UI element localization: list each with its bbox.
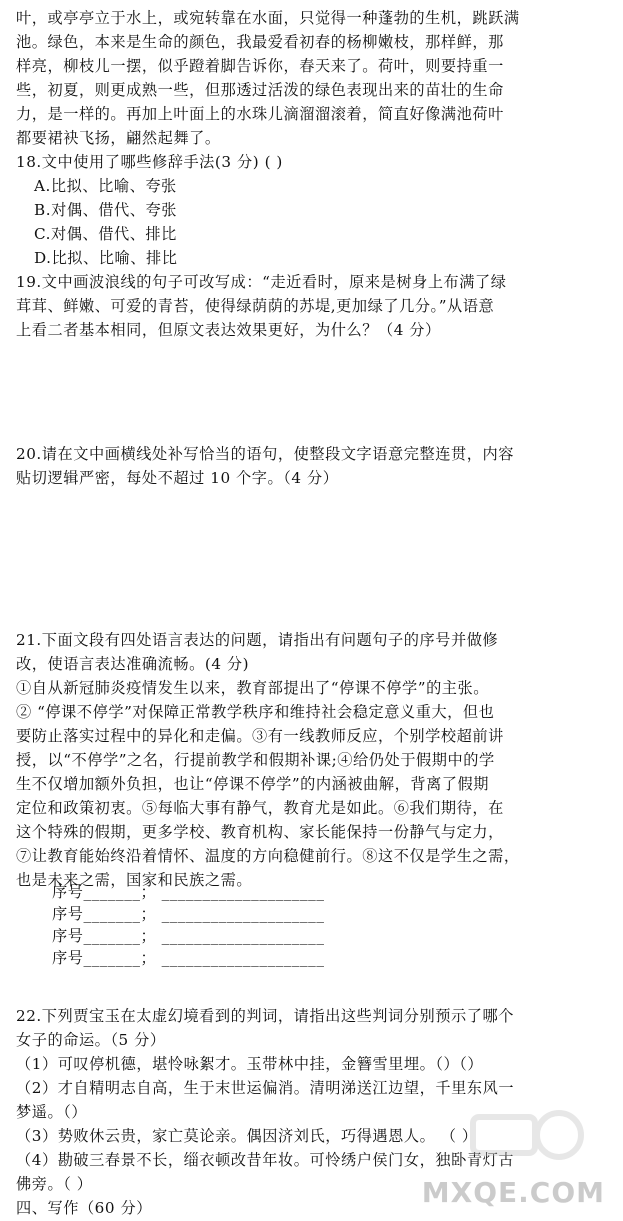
q18-option-c: C.对偶、借代、排比 — [34, 225, 177, 243]
passage-line: 样亮，柳枝儿一摆，似乎蹬着脚告诉你，春天来了。荷叶，则要持重一 — [16, 57, 504, 75]
question-21-line: 也是未来之需，国家和民族之需。 — [16, 871, 253, 889]
watermark-text: MXQE.COM — [421, 1176, 605, 1209]
question-19-line: 上看二者基本相同，但原文表达效果更好，为什么？（4 分） — [16, 321, 441, 339]
question-21-line: 授，以“不停学”之名，行提前教学和假期补课;④给仍处于假期中的学 — [16, 751, 495, 769]
question-20-line: 20.请在文中画横线处补写恰当的语句，使整段文字语意完整连贯，内容 — [16, 445, 514, 463]
question-20-line: 贴切逻辑严密，每处不超过 10 个字。（4 分） — [16, 469, 339, 487]
question-21-line: 生不仅增加额外负担，也让“停课不停学”的内涵被曲解，背离了假期 — [16, 775, 490, 793]
section-4-heading: 四、写作（60 分） — [16, 1199, 152, 1217]
answer-line-3[interactable]: 序号_______； ____________________ — [52, 927, 325, 945]
question-21-line: 这个特殊的假期，更多学校、教育机构、家长能保持一份静气与定力， — [16, 823, 504, 841]
question-22-line: 梦遥。（） — [16, 1103, 88, 1121]
question-18-stem: 18.文中使用了哪些修辞手法(3 分) ( ) — [16, 153, 283, 171]
question-22-line: （1）可叹停机德，堪怜咏絮才。玉带林中挂，金簪雪里埋。（）（） — [16, 1055, 484, 1073]
question-22-line: 女子的命运。（5 分） — [16, 1031, 166, 1049]
question-22-line: （3）势败休云贵，家亡莫论亲。偶因济刘氏，巧得遇恩人。 （ ） — [16, 1127, 478, 1145]
question-21-line: 21.下面文段有四处语言表达的问题，请指出有问题句子的序号并做修 — [16, 631, 499, 649]
question-19-line: 19.文中画波浪线的句子可改写成：“走近看时，原来是树身上布满了绿 — [16, 273, 507, 291]
q18-option-a: A.比拟、比喻、夸张 — [34, 177, 177, 195]
question-22-line: 佛旁。（ ） — [16, 1175, 93, 1193]
passage-line: 力，是一样的。再加上叶面上的水珠儿滴溜溜滚着，简直好像满池荷叶 — [16, 105, 504, 123]
answer-line-4[interactable]: 序号_______； ____________________ — [52, 949, 325, 967]
question-22-line: （4）勘破三春景不长，缁衣顿改昔年妆。可怜绣户侯门女，独卧青灯古 — [16, 1151, 515, 1169]
question-21-line: 要防止落实过程中的异化和走偏。③有一线教师反应，个别学校超前讲 — [16, 727, 504, 745]
answer-line-2[interactable]: 序号_______； ____________________ — [52, 905, 325, 923]
passage-line: 些，初夏，则更成熟一些，但那透过活泼的绿色表现出来的苗壮的生命 — [16, 81, 504, 99]
question-21-line: 定位和政策初衷。⑤每临大事有静气，教育尤是如此。⑥我们期待，在 — [16, 799, 504, 817]
passage-line: 叶，或亭亭立于水上，或宛转靠在水面，只觉得一种蓬勃的生机，跳跃满 — [16, 9, 520, 27]
passage-line: 池。绿色，本来是生命的颜色，我最爱看初春的杨柳嫩枝，那样鲜，那 — [16, 33, 504, 51]
question-21-line: ⑦让教育能始终沿着情怀、温度的方向稳健前行。⑧这不仅是学生之需， — [16, 847, 520, 865]
question-21-line: ② “停课不停学”对保障正常教学秩序和维持社会稳定意义重大，但也 — [16, 703, 495, 721]
question-19-line: 茸茸、鲜嫩、可爱的青苔，使得绿荫荫的苏堤,更加绿了几分。”从语意 — [16, 297, 495, 315]
answer-line-1[interactable]: 序号_______； ____________________ — [52, 883, 325, 901]
q18-option-b: B.对偶、借代、夸张 — [34, 201, 177, 219]
watermark-logo-icon — [467, 1105, 587, 1165]
question-21-line: 改，使语言表达准确流畅。(4 分) — [16, 655, 250, 673]
question-22-line: 22.下列贾宝玉在太虚幻境看到的判词，请指出这些判词分别预示了哪个 — [16, 1007, 514, 1025]
passage-line: 都要裙袂飞扬，翩然起舞了。 — [16, 129, 221, 147]
question-21-line: ①自从新冠肺炎疫情发生以来，教育部提出了“停课不停学”的主张。 — [16, 679, 490, 697]
q18-option-d: D.比拟、比喻、排比 — [34, 249, 178, 267]
question-22-line: （2）才自精明志自高，生于末世运偏消。清明涕送江边望，千里东风一 — [16, 1079, 515, 1097]
